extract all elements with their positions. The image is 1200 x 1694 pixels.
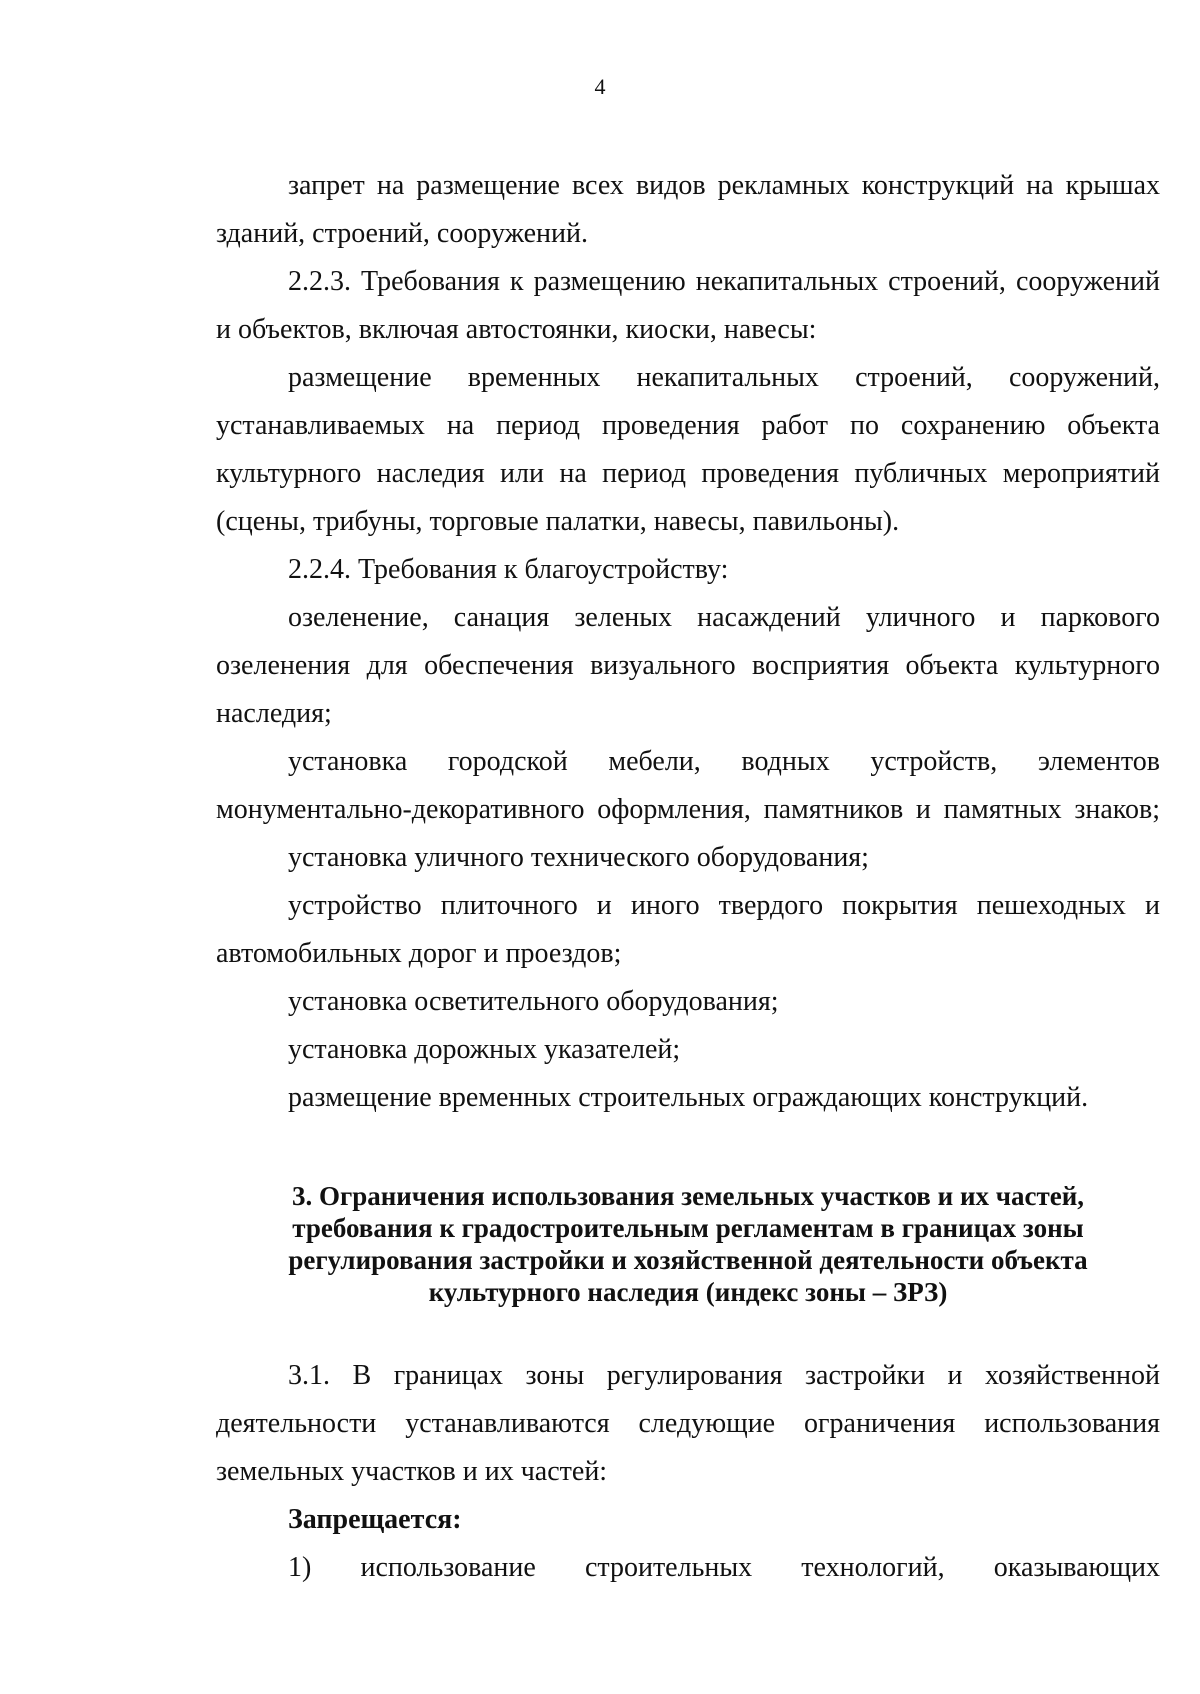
body-text-line: зданий, строений, сооружений. <box>216 218 588 249</box>
heading-line: культурного наследия (индекс зоны – ЗРЗ) <box>428 1277 948 1307</box>
body-text-line: установка городской мебели, водных устройств, элементов <box>288 746 1160 777</box>
body-text-line: и объектов, включая автостоянки, киоски, навесы: <box>216 314 817 345</box>
section-3-line: 1) использование строительных технологий, оказывающих <box>288 1552 1160 1583</box>
body-text-line: установка осветительного оборудования; <box>288 986 779 1017</box>
body-text-line: устройство плиточного и иного твердого покрытия пешеходных и <box>288 890 1160 921</box>
section-heading <box>216 1180 1160 1308</box>
page-number: 4 <box>594 74 606 99</box>
body-text-line: (сцены, трибуны, торговые палатки, навесы, павильоны). <box>216 506 900 537</box>
body-text-line: запрет на размещение всех видов рекламных конструкций на крышах <box>288 170 1160 201</box>
body-text-line: размещение временных некапитальных строений, сооружений, <box>288 362 1160 393</box>
heading-line: 3. Ограничения использования земельных участков и их частей, <box>291 1181 1085 1211</box>
body-text-line: автомобильных дорог и проездов; <box>216 938 622 969</box>
body-text-line: 2.2.3. Требования к размещению некапитальных строений, сооружений <box>288 266 1160 297</box>
body-text <box>216 162 1160 1122</box>
body-text-line: наследия; <box>216 698 332 729</box>
section-3-line: 3.1. В границах зоны регулирования застройки и хозяйственной <box>288 1360 1160 1391</box>
heading-line: требования к градостроительным регламентам в границах зоны <box>292 1213 1084 1243</box>
heading-line: регулирования застройки и хозяйственной деятельности объекта <box>288 1245 1088 1275</box>
body-text-line: размещение временных строительных ограждающих конструкций. <box>288 1082 1089 1113</box>
body-text-line: устанавливаемых на период проведения работ по сохранению объекта <box>216 410 1160 441</box>
body-text-line: монументально-декоративного оформления, памятников и памятных знаков; <box>216 794 1160 825</box>
body-text-line: озеленения для обеспечения визуального восприятия объекта культурного <box>216 650 1160 681</box>
section-3-line: деятельности устанавливаются следующие ограничения использования <box>216 1408 1160 1439</box>
body-text-line: 2.2.4. Требования к благоустройству: <box>288 554 729 585</box>
section-3-line: земельных участков и их частей: <box>216 1456 608 1487</box>
body-text-line: культурного наследия или на период проведения публичных мероприятий <box>216 458 1160 489</box>
section-3-line: Запрещается: <box>288 1504 462 1535</box>
body-text-line: озеленение, санация зеленых насаждений уличного и паркового <box>288 602 1160 633</box>
body-text-line: установка дорожных указателей; <box>288 1034 681 1065</box>
section-3-text <box>216 1352 1160 1592</box>
body-text-line: установка уличного технического оборудования; <box>288 842 869 873</box>
